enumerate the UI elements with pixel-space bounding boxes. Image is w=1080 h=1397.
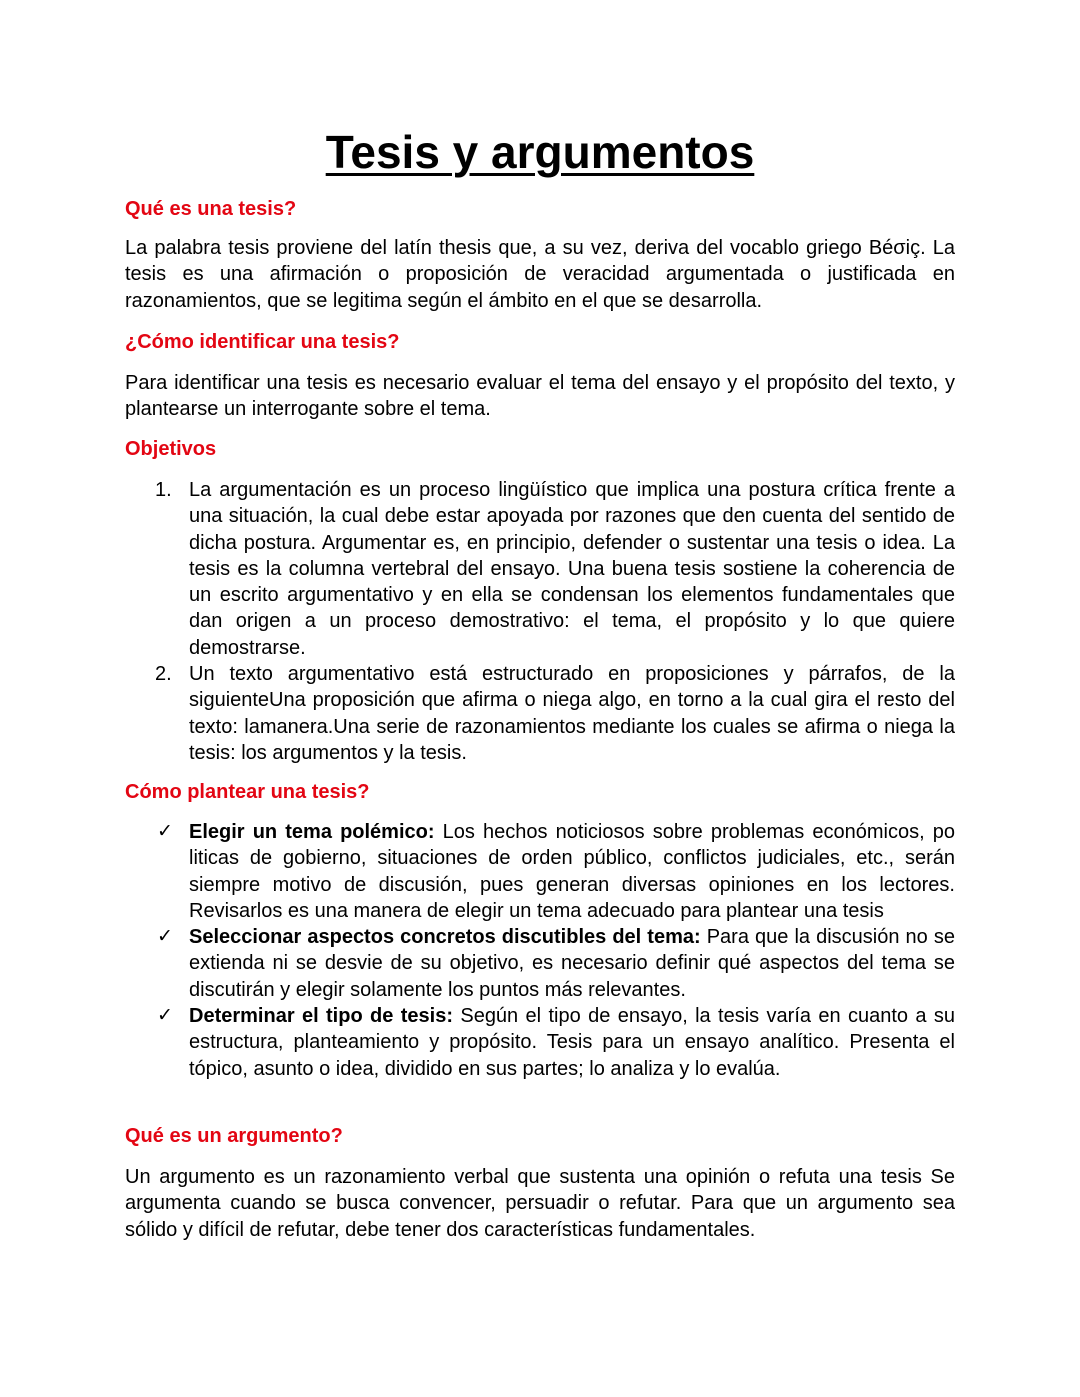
page-title: Tesis y argumentos [325,126,755,178]
paragraph-que-es-tesis: La palabra tesis proviene del latín thesis que, a su vez, deriva del vocablo griego Béσiç. La tesis es una afirmación o proposición de veracidad argumentada o justificada en razonamientos, que se legitima según el ámbito en el que se desarrolla. [125,237,955,312]
list-item [125,1003,955,1082]
list-item-text: Según el tipo de ensayo, la tesis varía en cuanto a su estructura, planteamiento y propósito. Tesis para un ensayo analítico. Presenta el tópico, asunto o idea, dividido en sus partes; lo analiza y lo evalúa. [189,1005,955,1080]
list-item-text: Los hechos noticiosos sobre problemas económicos, po liticas de gobierno, situaciones de orden público, conflictos judiciales, etc., serán siempre motivo de discusión, pues generan diversas opiniones en los lectores. Revisarlos es una manera de elegir un tema adecuado para plantear una tesis [189,821,956,922]
section-heading-que-es-tesis: Qué es una tesis? [125,198,297,220]
list-item-term: Elegir un tema polémico: [189,821,435,843]
list-item [125,819,955,924]
list-item [125,924,955,1003]
section-heading-objetivos: Objetivos [125,438,217,460]
objetivos-list [125,477,955,766]
como-plantear-list [125,819,955,1082]
list-item [125,661,955,766]
list-item-text: Un texto argumentativo está estructurado en proposiciones y párrafos, de la siguienteUna proposición que afirma o niega algo, en torno a la cual gira el resto del texto: lamanera.Una serie de razonamientos mediante los cuales se afirma o niega la tesis: los argumentos y la tesis. [189,663,955,764]
section-heading-que-es-argumento: Qué es un argumento? [125,1125,343,1147]
section-heading-como-identificar: ¿Cómo identificar una tesis? [125,331,400,353]
list-item-text: La argumentación es un proceso lingüístico que implica una postura crítica frente a una situación, la cual debe estar apoyada por razones que den cuenta del sentido de dicha postura. Argumentar es, en principio, defender o sustentar una tesis o idea. La tesis es la columna vertebral del ensayo. Una buena tesis sostiene la coherencia de un escrito argumentativo y en ella se condensan los elementos fundamentales que dan origen a un proceso demostrativo: el tema, el propósito y lo que quiere demostrarse. [189,479,955,659]
checkmark-icon: ✓ [157,926,173,948]
list-item-text: Para que la discusión no se extienda ni se desvie de su objetivo, es necesario definir qué aspectos del tema se discutirán y elegir solamente los puntos más relevantes. [189,926,955,1001]
checkmark-icon: ✓ [157,821,173,842]
checkmark-icon: ✓ [157,1005,173,1027]
list-item-term: Seleccionar aspectos concretos discutibles del tema: [189,926,701,949]
list-number: 1. [155,479,172,501]
list-item-term: Determinar el tipo de tesis: [189,1005,453,1028]
section-heading-como-plantear: Cómo plantear una tesis? [125,781,370,803]
paragraph-como-identificar: Para identificar una tesis es necesario evaluar el tema del ensayo y el propósito del texto, y plantearse un interrogante sobre el tema. [125,372,955,421]
list-number: 2. [155,663,172,686]
list-item [125,477,955,661]
paragraph-que-es-argumento: Un argumento es un razonamiento verbal que sustenta una opinión o refuta una tesis Se argumenta cuando se busca convencer, persuadir o refutar. Para que un argumento sea sólido y difícil de refutar, debe tener dos características fundamentales. [125,1166,955,1241]
